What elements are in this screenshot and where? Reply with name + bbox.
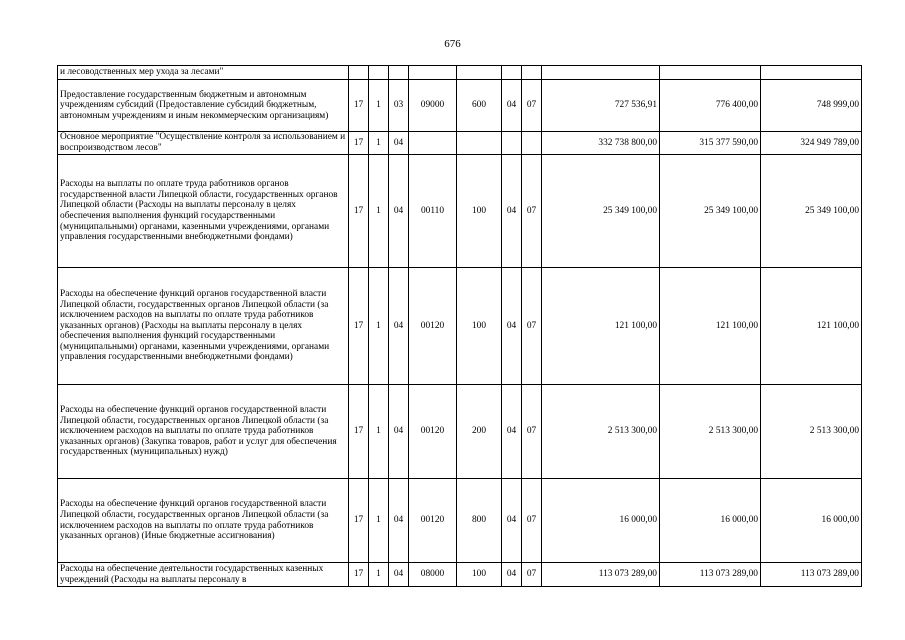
code-subsection: 07 (522, 385, 542, 479)
code-subprogram: 1 (369, 268, 389, 385)
code-expense-type: 100 (457, 155, 502, 268)
code-direction: 09000 (409, 80, 457, 132)
code-measure: 03 (389, 80, 409, 132)
code-direction: 00120 (409, 479, 457, 563)
table-row (58, 479, 862, 563)
code-expense-type: 100 (457, 268, 502, 385)
amount-year-2: 776 400,00 (660, 80, 761, 132)
amount-year-2: 315 377 590,00 (660, 132, 761, 155)
amount-year-1: 25 349 100,00 (542, 155, 660, 268)
code-measure (389, 66, 409, 80)
amount-year-2: 16 000,00 (660, 479, 761, 563)
table-row (58, 385, 862, 479)
code-subprogram (369, 66, 389, 80)
amount-year-1 (542, 66, 660, 80)
row-name: Расходы на обеспечение деятельности государственных казенных учреждений (Расходы на выплаты персоналу в (58, 563, 349, 587)
code-subprogram: 1 (369, 132, 389, 155)
code-section: 04 (502, 385, 522, 479)
code-direction (409, 132, 457, 155)
code-direction: 08000 (409, 563, 457, 587)
budget-table (57, 65, 862, 587)
code-expense-type: 600 (457, 80, 502, 132)
code-program: 17 (349, 268, 369, 385)
code-expense-type (457, 132, 502, 155)
table-row (58, 268, 862, 385)
code-section: 04 (502, 479, 522, 563)
row-name: Расходы на выплаты по оплате труда работников органов государственной власти Липецкой области, государственных органов Липецкой области (Расходы на выплаты персоналу в целях обеспечения выполнения функций государственными (муниципальными) органами, казенными учреждениями, органами управления государственными внебюджетными фондами) (58, 155, 349, 268)
amount-year-2: 121 100,00 (660, 268, 761, 385)
code-expense-type: 100 (457, 563, 502, 587)
amount-year-2: 2 513 300,00 (660, 385, 761, 479)
code-program: 17 (349, 385, 369, 479)
amount-year-2: 25 349 100,00 (660, 155, 761, 268)
code-subsection (522, 66, 542, 80)
amount-year-3: 16 000,00 (761, 479, 862, 563)
row-name: Расходы на обеспечение функций органов государственной власти Липецкой области, государственных органов Липецкой области (за исключением расходов на выплаты по оплате труда работников указанных органов) (Закупка товаров, работ и услуг для обеспечения государственных (муниципальных) нужд) (58, 385, 349, 479)
amount-year-3 (761, 66, 862, 80)
row-name: Расходы на обеспечение функций органов государственной власти Липецкой области, государственных органов Липецкой области (за исключением расходов на выплаты по оплате труда работников указанных органов) (Иные бюджетные ассигнования) (58, 479, 349, 563)
amount-year-1: 727 536,91 (542, 80, 660, 132)
code-subsection: 07 (522, 80, 542, 132)
page-number: 676 (444, 38, 461, 50)
amount-year-3: 2 513 300,00 (761, 385, 862, 479)
row-name: Расходы на обеспечение функций органов государственной власти Липецкой области, государственных органов Липецкой области (за исключением расходов на выплаты по оплате труда работников указанных органов) (Расходы на выплаты персоналу в целях обеспечения выполнения функций государственными (муниципальными) органами, казенными учреждениями, органами управления государственными внебюджетными фондами) (58, 268, 349, 385)
amount-year-3: 748 999,00 (761, 80, 862, 132)
code-subsection: 07 (522, 479, 542, 563)
code-section: 04 (502, 563, 522, 587)
amount-year-3: 121 100,00 (761, 268, 862, 385)
code-subprogram: 1 (369, 385, 389, 479)
code-program: 17 (349, 132, 369, 155)
row-name: Основное мероприятие "Осуществление контроля за использованием и воспроизводством лесов" (58, 132, 349, 155)
code-subsection (522, 132, 542, 155)
code-section: 04 (502, 155, 522, 268)
code-subsection: 07 (522, 268, 542, 385)
code-section (502, 66, 522, 80)
amount-year-3: 113 073 289,00 (761, 563, 862, 587)
table-row (58, 80, 862, 132)
table-row (58, 563, 862, 587)
code-direction (409, 66, 457, 80)
code-expense-type (457, 66, 502, 80)
code-program: 17 (349, 155, 369, 268)
amount-year-3: 25 349 100,00 (761, 155, 862, 268)
code-subprogram: 1 (369, 479, 389, 563)
code-subprogram: 1 (369, 155, 389, 268)
code-program: 17 (349, 80, 369, 132)
amount-year-1: 16 000,00 (542, 479, 660, 563)
code-expense-type: 800 (457, 479, 502, 563)
code-program: 17 (349, 479, 369, 563)
code-direction: 00120 (409, 385, 457, 479)
code-measure: 04 (389, 479, 409, 563)
row-name: и лесоводственных мер ухода за лесами" (58, 66, 349, 80)
amount-year-1: 332 738 800,00 (542, 132, 660, 155)
code-section (502, 132, 522, 155)
code-measure: 04 (389, 563, 409, 587)
code-subprogram: 1 (369, 563, 389, 587)
amount-year-2 (660, 66, 761, 80)
code-subsection: 07 (522, 563, 542, 587)
code-direction: 00120 (409, 268, 457, 385)
code-section: 04 (502, 268, 522, 385)
code-expense-type: 200 (457, 385, 502, 479)
code-subprogram: 1 (369, 80, 389, 132)
table-row (58, 132, 862, 155)
code-subsection: 07 (522, 155, 542, 268)
code-measure: 04 (389, 268, 409, 385)
table-row (58, 155, 862, 268)
code-measure: 04 (389, 132, 409, 155)
code-program: 17 (349, 563, 369, 587)
amount-year-1: 121 100,00 (542, 268, 660, 385)
code-section: 04 (502, 80, 522, 132)
code-direction: 00110 (409, 155, 457, 268)
amount-year-1: 113 073 289,00 (542, 563, 660, 587)
amount-year-3: 324 949 789,00 (761, 132, 862, 155)
amount-year-2: 113 073 289,00 (660, 563, 761, 587)
table-row (58, 66, 862, 80)
code-measure: 04 (389, 155, 409, 268)
row-name: Предоставление государственным бюджетным и автономным учреждениям субсидий (Предоставление субсидий бюджетным, автономным учреждениям и иным некоммерческим организациям) (58, 80, 349, 132)
code-program (349, 66, 369, 80)
code-measure: 04 (389, 385, 409, 479)
amount-year-1: 2 513 300,00 (542, 385, 660, 479)
